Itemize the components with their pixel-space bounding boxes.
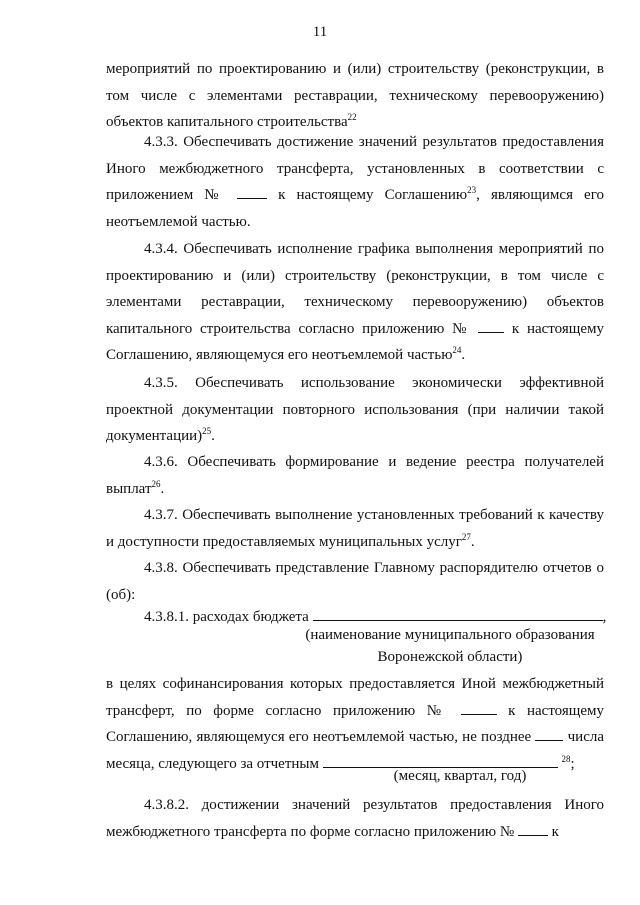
field-caption: (наименование муниципального образования Воронежской области)	[305, 627, 595, 665]
paragraph-4-3-3: 4.3.3. Обеспечивать достижение значений результатов предоставления Иного межбюджетного трансферта, установленных в соответствии с приложением № к настоящему Соглашению$^{23}$, являющимся его неотъемлемой частью.	[106, 134, 604, 230]
paragraph-continuation	[106, 56, 604, 136]
page-number: 11	[312, 24, 328, 40]
blank-line	[478, 319, 504, 333]
paragraph-4-3-8: 4.3.8. Обеспечивать представление Главному распорядителю отчетов о (об):	[106, 560, 604, 603]
footnote-ref: 28	[561, 753, 571, 764]
paragraph-4-3-5: 4.3.5. Обеспечивать использование экономически эффективной проектной документации повторного использования (при наличии такой документации)$^{25}$.	[106, 375, 604, 445]
footnote-ref: 24	[452, 345, 462, 356]
blank-line	[237, 185, 267, 199]
paragraph-4-3-8-1: 4.3.8.1. расходах бюджета ,	[144, 609, 607, 625]
blank-line	[518, 822, 548, 836]
paragraph-4-3-8-1-body: в целях софинансирования которых предоставляется Иной межбюджетный трансферт, по форме согласно приложению № к настоящему Соглашению, являющемуся его неотъемлемой частью, не позднее числа месяца, следующего за отчетным $^{28}$;	[106, 676, 604, 772]
paragraph-4-3-4: 4.3.4. Обеспечивать исполнение графика выполнения мероприятий по проектированию и (или) строительству (реконструкции, в том числе с элементами реставрации, техническому перевооружению) объектов капитального строительства согласно приложению № к настоящему Соглашению, являющемуся его неотъемлемой частью$^{24}$.	[106, 241, 604, 364]
blank-line	[535, 727, 563, 741]
blank-line	[313, 607, 603, 621]
footnote-ref: 25	[202, 426, 212, 437]
footnote-ref: 27	[461, 531, 471, 542]
footnote-ref: 22	[347, 112, 357, 123]
paragraph-4-3-7: 4.3.7. Обеспечивать выполнение установленных требований к качеству и доступности предоставляемых муниципальных услуг$^{27}$.	[106, 507, 604, 550]
paragraph-4-3-6: 4.3.6. Обеспечивать формирование и ведение реестра получателей выплат$^{26}$.	[106, 454, 604, 497]
blank-line	[461, 701, 497, 715]
field-caption: (месяц, квартал, год)	[393, 768, 527, 784]
paragraph-text: мероприятий по проектированию и (или) строительству (реконструкции, в том числе с элементами реставрации, техническому перевооружению) объектов капитального строительства	[106, 61, 604, 131]
paragraph-4-3-8-2: 4.3.8.2. достижении значений результатов предоставления Иного межбюджетного трансферта по форме согласно приложению № к	[106, 797, 604, 840]
footnote-ref: 23	[467, 185, 477, 196]
footnote-ref: 26	[151, 478, 161, 489]
